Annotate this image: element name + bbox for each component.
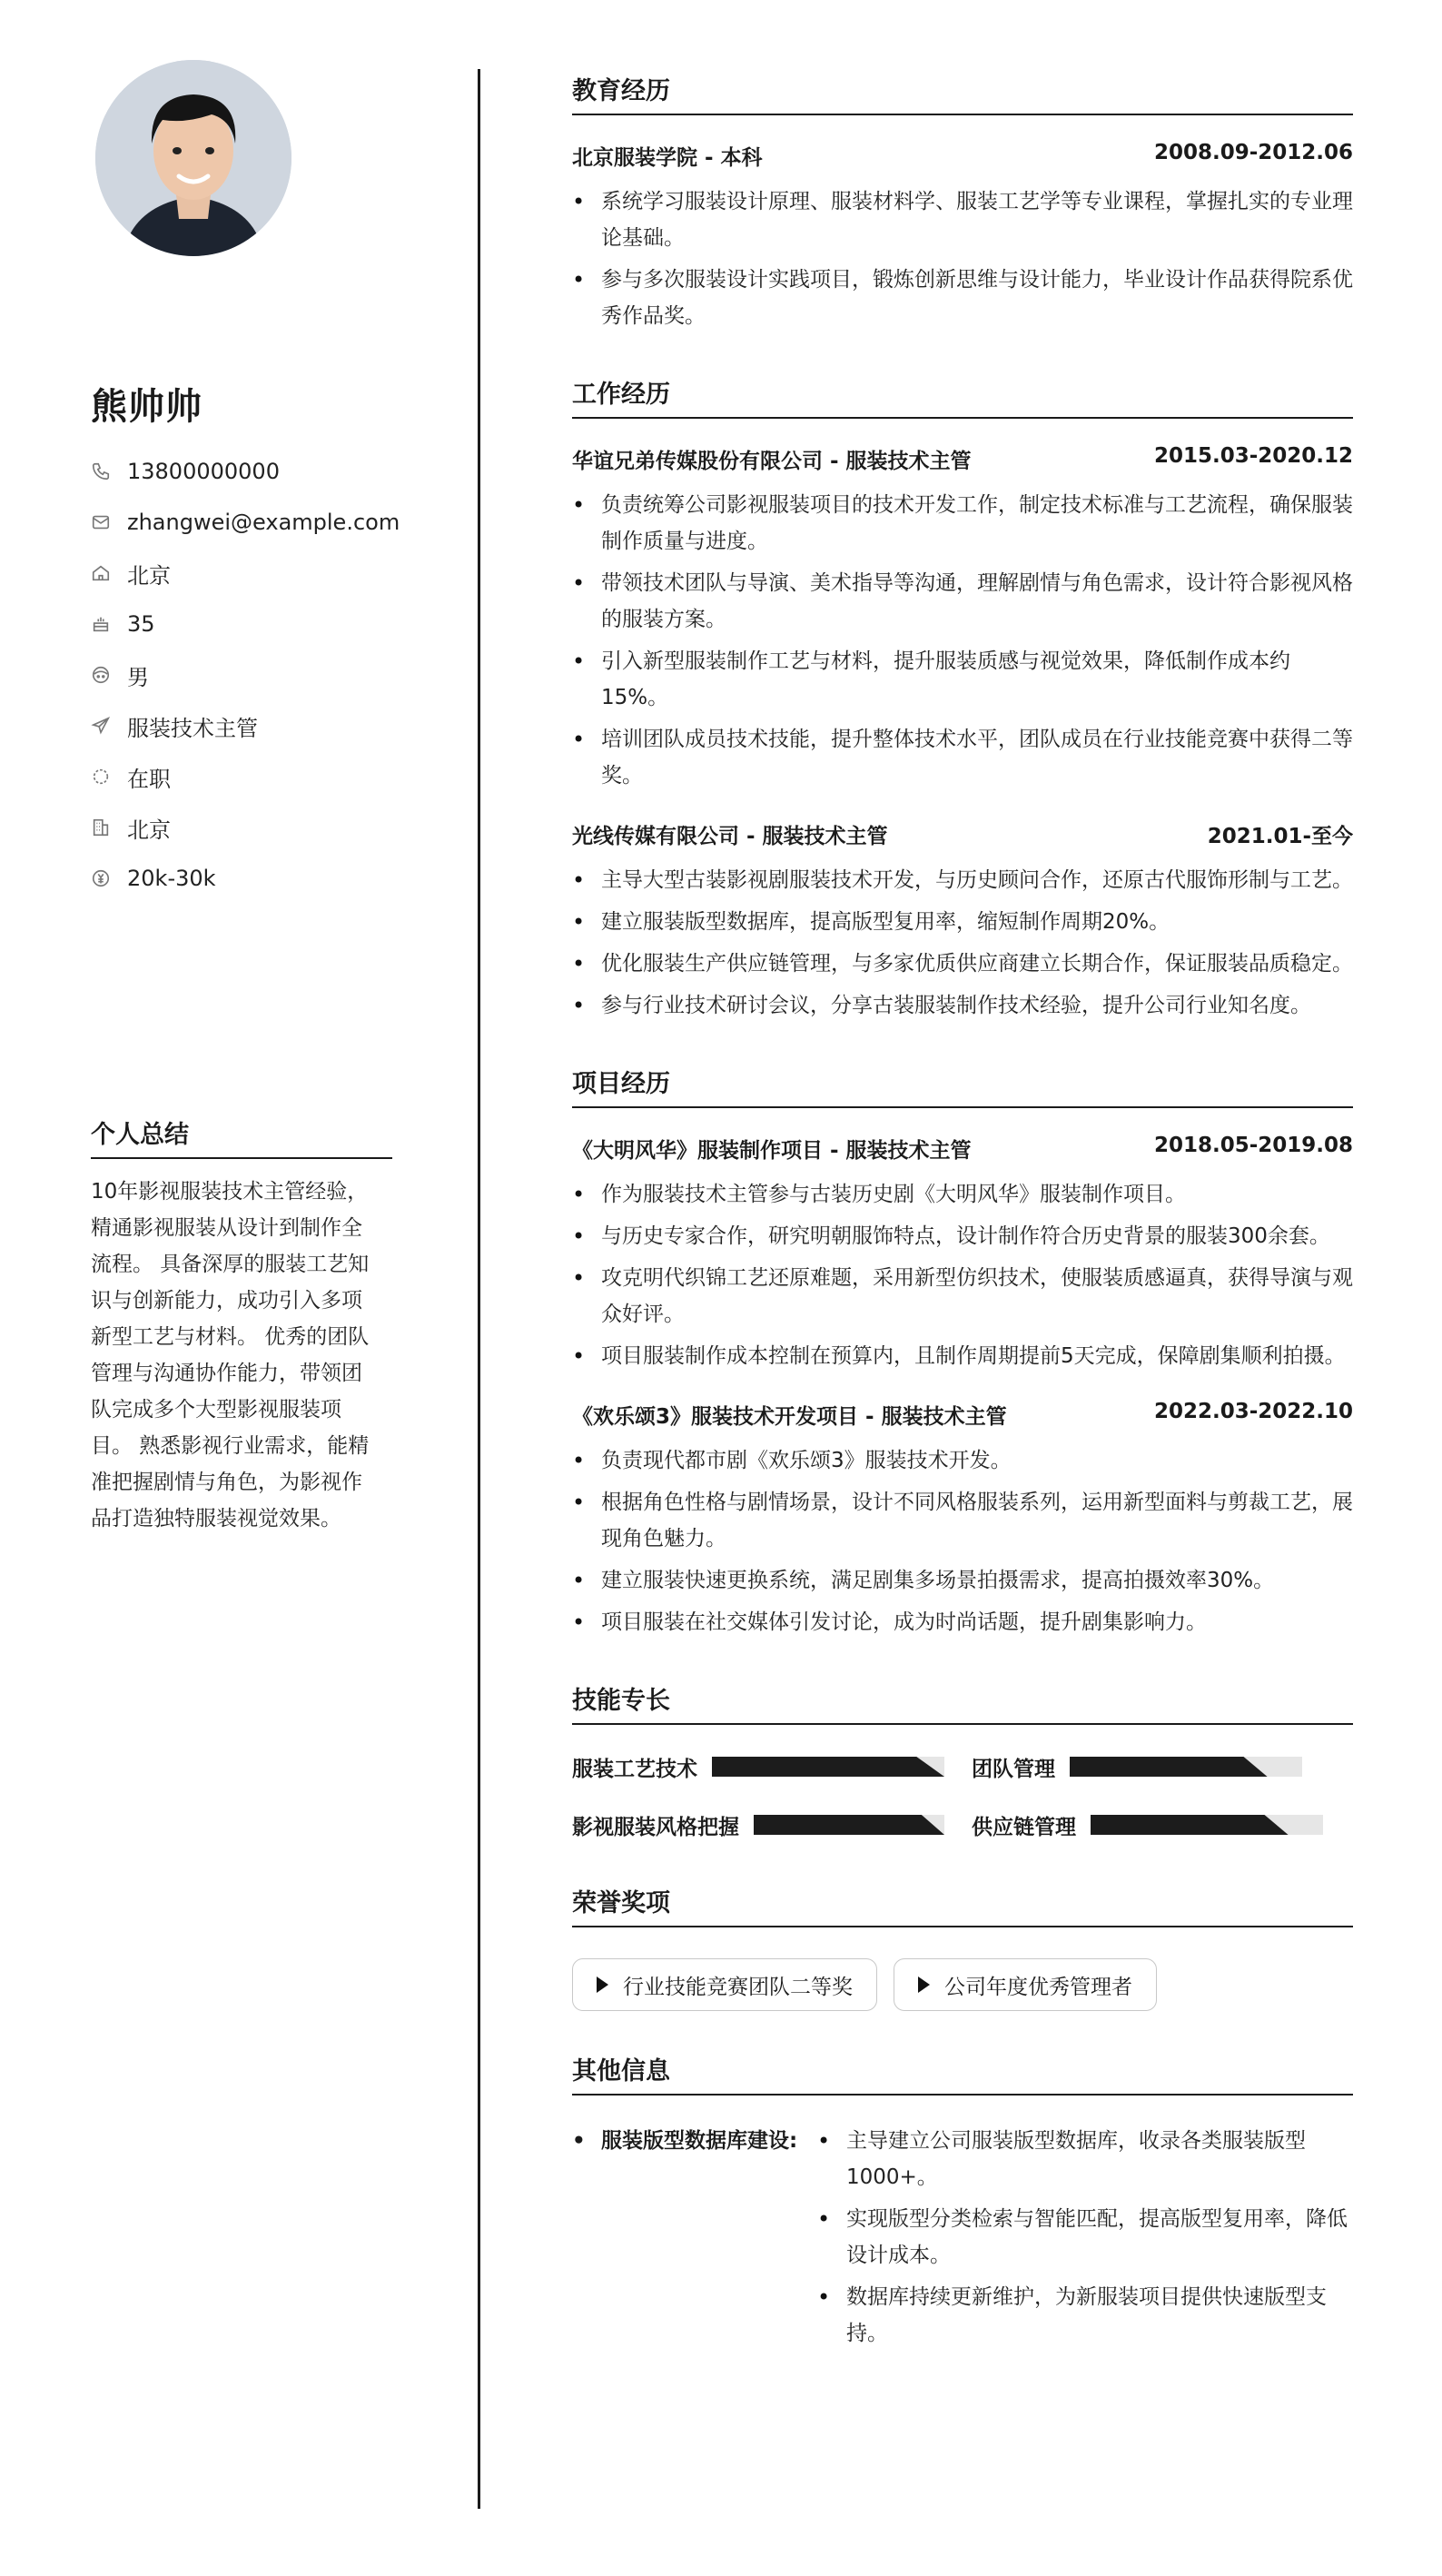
projects-section	[572, 1064, 1353, 1640]
summary-text: 10年影视服装技术主管经验， 精通影视服装从设计到制作全 流程。 具备深厚的服装工艺知 识与创新能力，成功引入多项 新型工艺与材料。 优秀的团队 管理与沟通协作能力，带领团 队完成多个大型影视服装项 目。 熟悉影视行业需求，能精 准把握剧情与角色，为影视作 品打造独特服装视觉效果。	[91, 1180, 370, 1531]
skill-bar-fill	[1070, 1757, 1268, 1777]
column-divider	[478, 69, 480, 2509]
list-item: • 数据库持续更新维护，为新服装项目提供快速版型支持。	[817, 2279, 1353, 2352]
building-icon	[91, 817, 111, 837]
entry-date: 2018.05-2019.08	[1153, 1134, 1353, 1157]
project-bullets	[572, 1442, 1353, 1640]
entry-heading: 《欢乐颂3》服装技术开发项目 - 服装技术主管	[572, 1405, 1007, 1429]
main-content	[572, 71, 1353, 2397]
education-entry-head	[572, 141, 1353, 171]
contact-phone	[91, 446, 392, 497]
list-item: • 带领技术团队与导演、美术指导等沟通，理解剧情与角色需求，设计符合影视风格的服装方案。	[572, 565, 1353, 638]
list-item: • 参与行业技术研讨会议，分享古装服装制作技术经验，提升公司行业知名度。	[572, 987, 1353, 1024]
entry-date: 2022.03-2022.10	[1153, 1400, 1353, 1423]
contact-position	[91, 700, 392, 751]
project-entry-head	[572, 1134, 1353, 1164]
other-title: 其他信息	[572, 2051, 1353, 2095]
list-item: • 建立服装快速更换系统，满足剧集多场景拍摄需求，提高拍摄效率30%。	[572, 1562, 1353, 1599]
salary-icon	[91, 868, 111, 888]
entry-date: 2008.09-2012.06	[1153, 141, 1353, 164]
other-section	[572, 2051, 1353, 2357]
entry-heading: 北京服装学院 - 本科	[572, 146, 763, 170]
sidebar	[91, 60, 400, 1537]
list-item: • 培训团队成员技术技能，提升整体技术水平，团队成员在行业技能竞赛中获得二等奖。	[572, 721, 1353, 794]
work-entry-head	[572, 444, 1353, 474]
summary-title: 个人总结	[91, 1115, 392, 1159]
award-label: 公司年度优秀管理者	[944, 1975, 1132, 1999]
work-bullets	[572, 862, 1353, 1024]
gender-icon	[91, 665, 111, 685]
other-bullets	[817, 2123, 1353, 2357]
list-item: • 主导建立公司服装版型数据库，收录各类服装版型1000+。	[817, 2123, 1353, 2195]
contact-age-text: 35	[127, 611, 155, 637]
skill-bar	[754, 1815, 944, 1835]
status-icon	[91, 767, 111, 787]
other-label: • 服装版型数据库建设:	[572, 2123, 817, 2357]
skills-title: 技能专长	[572, 1680, 1353, 1725]
skill-bar-fill	[712, 1757, 944, 1777]
play-triangle-icon	[597, 1977, 608, 1993]
skill-item	[572, 1807, 972, 1843]
phone-icon	[91, 461, 111, 481]
play-triangle-icon	[918, 1977, 930, 1993]
home-icon	[91, 563, 111, 583]
skills-grid	[572, 1749, 1353, 1843]
education-section	[572, 71, 1353, 334]
list-item: • 负责统筹公司影视服装项目的技术开发工作，制定技术标准与工艺流程，确保服装制作质量与进度。	[572, 487, 1353, 560]
list-item: • 建立服装版型数据库，提高版型复用率，缩短制作周期20%。	[572, 904, 1353, 940]
list-item: • 优化服装生产供应链管理，与多家优质供应商建立长期合作，保证服装品质稳定。	[572, 946, 1353, 982]
cake-icon	[91, 614, 111, 634]
contact-salary	[91, 853, 392, 904]
other-info	[572, 2123, 1353, 2357]
work-section	[572, 374, 1353, 1024]
skill-bar	[1091, 1815, 1323, 1835]
awards-title: 荣誉奖项	[572, 1883, 1353, 1927]
contact-status	[91, 751, 392, 802]
profile-name: 熊帅帅	[91, 386, 202, 428]
contact-list	[91, 446, 400, 904]
work-title: 工作经历	[572, 374, 1353, 419]
contact-gender	[91, 649, 392, 700]
award-badge	[894, 1958, 1157, 2011]
contact-gender-text: 男	[127, 664, 149, 690]
list-item: • 项目服装在社交媒体引发讨论，成为时尚话题，提升剧集影响力。	[572, 1604, 1353, 1640]
skill-bar	[1070, 1757, 1302, 1777]
award-badge	[572, 1958, 877, 2011]
skill-name: 供应链管理	[972, 1815, 1076, 1839]
contact-work-city	[91, 802, 392, 853]
list-item: • 参与多次服装设计实践项目，锻炼创新思维与设计能力，毕业设计作品获得院系优秀作品奖。	[572, 262, 1353, 334]
list-item: • 主导大型古装影视剧服装技术开发，与历史顾问合作，还原古代服饰形制与工艺。	[572, 862, 1353, 898]
project-entry-head	[572, 1400, 1353, 1430]
list-item: • 项目服装制作成本控制在预算内，且制作周期提前5天完成，保障剧集顺利拍摄。	[572, 1338, 1353, 1374]
entry-date: 2021.01-至今	[1207, 825, 1353, 848]
awards-section	[572, 1883, 1353, 2011]
work-entry-head	[572, 819, 1353, 849]
contact-status-text: 在职	[127, 766, 171, 792]
list-item: • 负责现代都市剧《欢乐颂3》服装技术开发。	[572, 1442, 1353, 1479]
skill-name: 团队管理	[972, 1757, 1055, 1781]
list-item: • 攻克明代织锦工艺还原难题，采用新型仿织技术，使服装质感逼真，获得导演与观众好评。	[572, 1260, 1353, 1333]
education-title: 教育经历	[572, 71, 1353, 115]
contact-city-text: 北京	[127, 562, 171, 589]
skill-name: 服装工艺技术	[572, 1757, 697, 1781]
list-item: • 引入新型服装制作工艺与材料，提升服装质感与视觉效果，降低制作成本约15%。	[572, 643, 1353, 716]
contact-email-text: zhangwei@example.com	[127, 510, 400, 535]
contact-position-text: 服装技术主管	[127, 715, 258, 741]
education-bullets	[572, 183, 1353, 334]
skill-item	[972, 1807, 1335, 1843]
contact-email	[91, 497, 400, 548]
entry-heading: 光线传媒有限公司 - 服装技术主管	[572, 825, 888, 848]
entry-heading: 华谊兄弟传媒股份有限公司 - 服装技术主管	[572, 450, 972, 473]
contact-work-city-text: 北京	[127, 817, 171, 843]
skill-bar-fill	[754, 1815, 944, 1835]
award-label: 行业技能竞赛团队二等奖	[623, 1975, 853, 1999]
entry-heading: 《大明风华》服装制作项目 - 服装技术主管	[572, 1139, 972, 1163]
skill-name: 影视服装风格把握	[572, 1815, 739, 1839]
list-item: • 实现版型分类检索与智能匹配，提高版型复用率，降低设计成本。	[817, 2201, 1353, 2274]
skill-item	[572, 1749, 972, 1785]
skills-section	[572, 1680, 1353, 1843]
skill-item	[972, 1749, 1335, 1785]
contact-city	[91, 548, 392, 599]
avatar	[95, 60, 291, 256]
list-item: • 与历史专家合作，研究明朝服饰特点，设计制作符合历史背景的服装300余套。	[572, 1218, 1353, 1254]
projects-title: 项目经历	[572, 1064, 1353, 1108]
avatar-portrait	[95, 60, 291, 256]
list-item: • 系统学习服装设计原理、服装材料学、服装工艺学等专业课程，掌握扎实的专业理论基础。	[572, 183, 1353, 256]
contact-phone-text: 13800000000	[127, 459, 280, 484]
awards-list	[572, 1958, 1353, 2011]
entry-date: 2015.03-2020.12	[1153, 444, 1353, 468]
skill-bar-fill	[1091, 1815, 1289, 1835]
project-bullets	[572, 1176, 1353, 1374]
contact-salary-text: 20k-30k	[127, 866, 216, 891]
work-bullets	[572, 487, 1353, 794]
list-item: • 根据角色性格与剧情场景，设计不同风格服装系列，运用新型面料与剪裁工艺，展现角色魅力。	[572, 1484, 1353, 1557]
list-item: • 作为服装技术主管参与古装历史剧《大明风华》服装制作项目。	[572, 1176, 1353, 1213]
send-icon	[91, 716, 111, 736]
contact-age	[91, 599, 392, 649]
mail-icon	[91, 512, 111, 532]
skill-bar	[712, 1757, 944, 1777]
